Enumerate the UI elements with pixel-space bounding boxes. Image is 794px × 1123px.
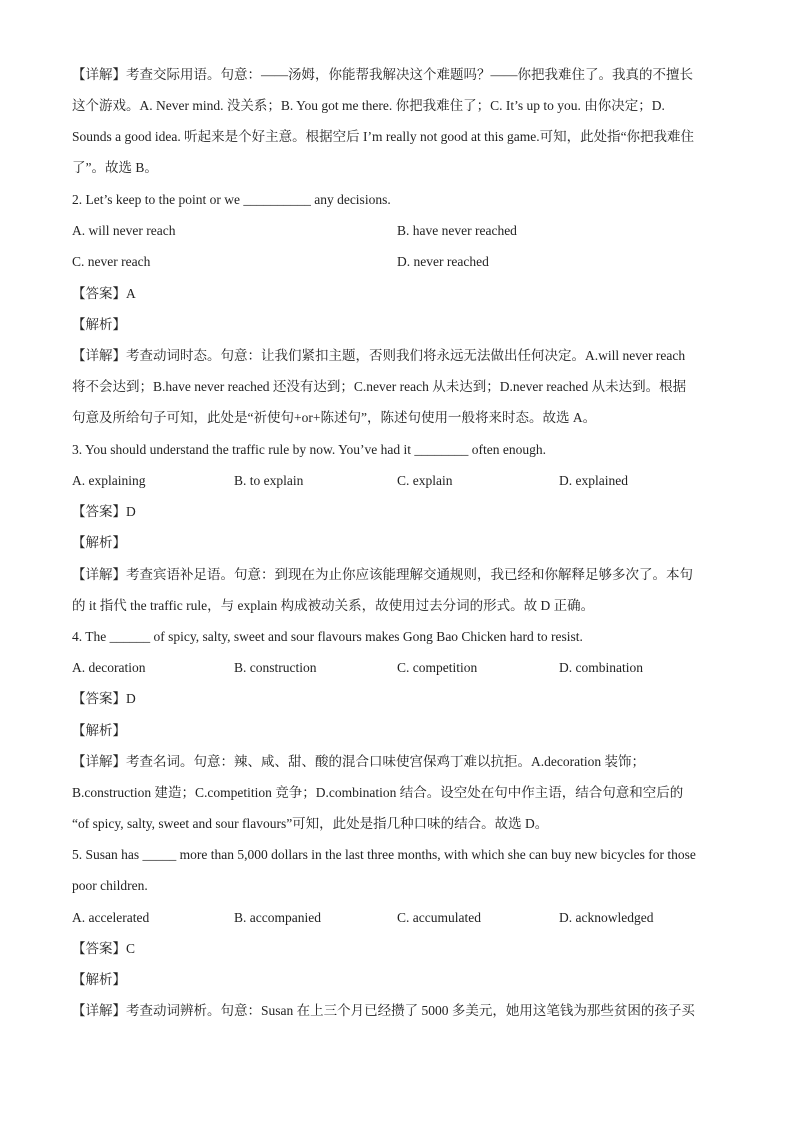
q4-option-d: D. combination [559,660,643,675]
q4-option-a: A. decoration [72,660,146,675]
q4-question: 4. The ______ of spicy, salty, sweet and sour flavours makes Gong Bao Chicken hard to resist. [72,629,583,644]
q3-answer: 【答案】D [72,504,136,519]
q2-detail-line-2: 将不会达到；B.have never reached 还没有达到；C.never reach 从未达到；D.never reached 从未达到。根据 [72,379,687,394]
q1-detail-line-1: 【详解】考查交际用语。句意：——汤姆，你能帮我解决这个难题吗？——你把我难住了。我真的不擅长 [72,67,693,82]
q2-option-c: C. never reach [72,254,151,269]
q4-detail-line-3: “of spicy, salty, sweet and sour flavours”可知，此处是指几种口味的结合。故选 D。 [72,816,549,831]
q2-option-b: B. have never reached [397,223,517,238]
q5-question-line-1: 5. Susan has _____ more than 5,000 dollars in the last three months, with which she can buy new bicycles for those [72,847,696,862]
q2-question: 2. Let’s keep to the point or we __________ any decisions. [72,192,391,207]
q3-option-c: C. explain [397,473,453,488]
q1-detail-line-2: 这个游戏。A. Never mind. 没关系；B. You got me there. 你把我难住了；C. It’s up to you. 由你决定；D. [72,98,665,113]
q4-option-b: B. construction [234,660,317,675]
q5-option-b: B. accompanied [234,910,321,925]
q4-option-c: C. competition [397,660,478,675]
q3-question: 3. You should understand the traffic rule by now. You’ve had it ________ often enough. [72,442,546,457]
q5-analysis-heading: 【解析】 [72,972,126,987]
q2-option-a: A. will never reach [72,223,176,238]
q3-analysis-heading: 【解析】 [72,535,126,550]
q5-option-c: C. accumulated [397,910,481,925]
q5-question-line-2: poor children. [72,878,148,893]
q5-option-d: D. acknowledged [559,910,654,925]
q4-detail-line-2: B.construction 建造；C.competition 竞争；D.combination 结合。设空处在句中作主语，结合句意和空后的 [72,785,684,800]
q2-analysis-heading: 【解析】 [72,317,126,332]
q5-detail-line-1: 【详解】考查动词辨析。句意：Susan 在上三个月已经攒了 5000 多美元，她用这笔钱为那些贫困的孩子买 [72,1003,695,1018]
q2-detail-line-3: 句意及所给句子可知，此处是“祈使句+or+陈述句”，陈述句使用一般将来时态。故选 A。 [72,410,597,425]
q2-option-d: D. never reached [397,254,489,269]
q3-option-a: A. explaining [72,473,146,488]
q5-option-a: A. accelerated [72,910,150,925]
q3-option-b: B. to explain [234,473,304,488]
q4-answer: 【答案】D [72,691,136,706]
q3-detail-line-1: 【详解】考查宾语补足语。句意：到现在为止你应该能理解交通规则，我已经和你解释足够多次了。本句 [72,567,693,582]
q4-analysis-heading: 【解析】 [72,723,126,738]
q1-detail-line-4: 了”。故选 B。 [72,160,158,175]
q2-answer: 【答案】A [72,286,136,301]
q2-detail-line-1: 【详解】考查动词时态。句意：让我们紧扣主题，否则我们将永远无法做出任何决定。A.will never reach [72,348,686,363]
q5-answer: 【答案】C [72,941,136,956]
q3-detail-line-2: 的 it 指代 the traffic rule，与 explain 构成被动关系，故使用过去分词的形式。故 D 正确。 [72,598,595,613]
q1-detail-line-3: Sounds a good idea. 听起来是个好主意。根据空后 I’m really not good at this game.可知，此处指“你把我难住 [72,129,695,144]
q3-option-d: D. explained [559,473,628,488]
q4-detail-line-1: 【详解】考查名词。句意：辣、咸、甜、酸的混合口味使宫保鸡丁难以抗拒。A.decoration 装饰； [72,754,645,769]
